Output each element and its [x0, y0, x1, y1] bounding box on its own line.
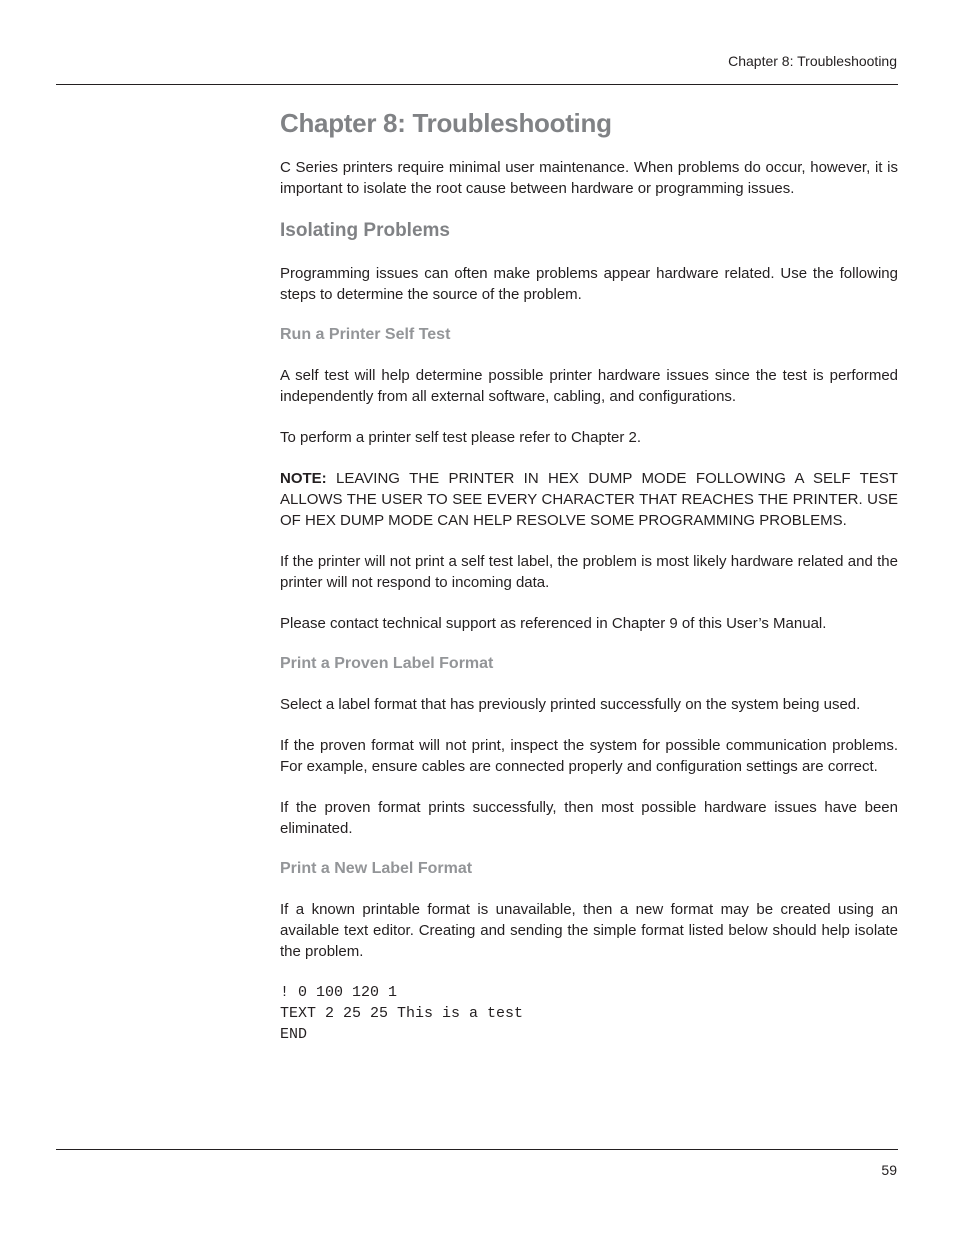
note-paragraph [280, 468, 898, 531]
subsection-heading-self-test: Run a Printer Self Test [280, 326, 451, 343]
note-label: NOTE: [280, 470, 327, 487]
subsection-heading-new-format: Print a New Label Format [280, 860, 473, 877]
new-format-paragraph-1: If a known printable format is unavailable, then a new format may be created using an available text editor. Creating and sending the simple format listed below should help isolate the problem. [280, 901, 898, 960]
code-block [280, 982, 898, 1045]
proven-format-paragraph-2: If the proven format will not print, inspect the system for possible communication problems. For example, ensure cables are connected properly and configuration settings are correct. [280, 737, 898, 775]
proven-format-paragraph-3: If the proven format prints successfully, then most possible hardware issues have been eliminated. [280, 799, 898, 837]
header-rule [56, 84, 898, 85]
note-text: LEAVING THE PRINTER IN HEX DUMP MODE FOLLOWING A SELF TEST ALLOWS THE USER TO SEE EVERY CHARACTER THAT REACHES THE PRINTER. USE OF HEX DUMP MODE CAN HELP RESOLVE SOME PROGRAMMING PROBLEMS. [280, 470, 898, 529]
isolating-paragraph: Programming issues can often make problems appear hardware related. Use the following steps to determine the source of the problem. [280, 265, 898, 303]
proven-format-paragraph-1: Select a label format that has previously printed successfully on the system being used. [280, 696, 861, 713]
self-test-paragraph-1: A self test will help determine possible printer hardware issues since the test is performed independently from all external software, cabling, and configurations. [280, 367, 898, 405]
footer-rule [56, 1149, 898, 1150]
code-line: END [280, 1026, 308, 1043]
section-heading-isolating: Isolating Problems [280, 220, 450, 241]
page-content [280, 106, 898, 1045]
intro-paragraph: C Series printers require minimal user maintenance. When problems do occur, however, it is important to isolate the root cause between hardware or programming issues. [280, 159, 898, 197]
code-line: ! 0 100 120 1 [280, 984, 398, 1001]
self-test-paragraph-3: If the printer will not print a self test label, the problem is most likely hardware related and the printer will not respond to incoming data. [280, 553, 898, 591]
self-test-paragraph-4: Please contact technical support as referenced in Chapter 9 of this User’s Manual. [280, 615, 827, 632]
page-number: 59 [881, 1162, 897, 1178]
running-header: Chapter 8: Troubleshooting [728, 53, 897, 69]
code-line: TEXT 2 25 25 This is a test [280, 1005, 524, 1022]
self-test-paragraph-2: To perform a printer self test please refer to Chapter 2. [280, 429, 642, 446]
subsection-heading-proven-format: Print a Proven Label Format [280, 655, 494, 672]
chapter-title: Chapter 8: Troubleshooting [280, 108, 612, 138]
